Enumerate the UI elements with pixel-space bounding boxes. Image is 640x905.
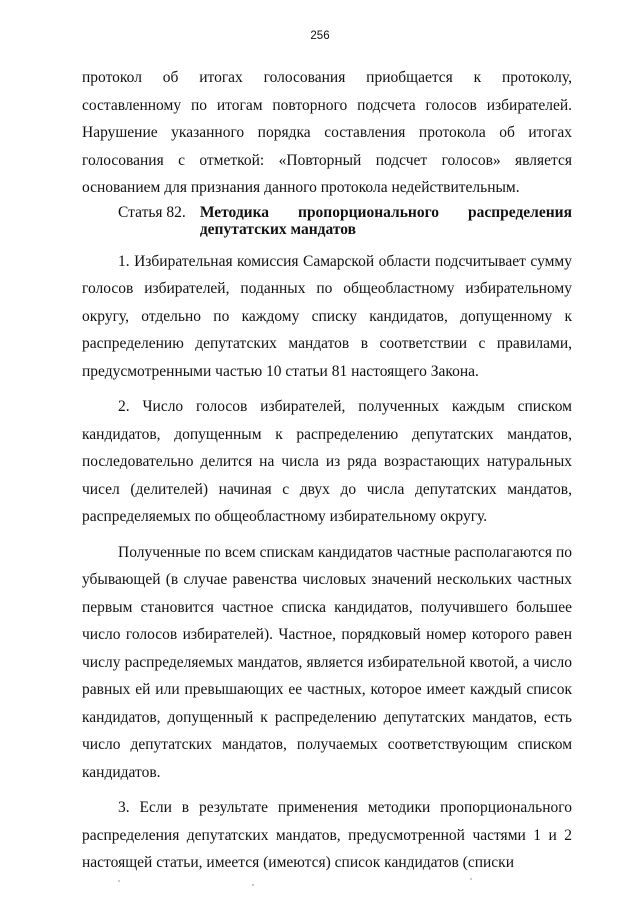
scan-speck: [118, 880, 120, 882]
article-title: Методика пропорционального распределения депутатских мандатов: [199, 203, 572, 238]
page-number: 256: [310, 30, 330, 42]
article-heading: [82, 204, 572, 238]
paragraph-part-1: 1. Избирательная комиссия Самарской области подсчитывает сумму голосов избирателей, поданных по общеобластному избирательному округу, отдельно по каждому списку кандидатов, допущенному к распределению депутатских мандатов в соответствии с правилами, предусмотренными частью 10 статьи 81 настоящего Закона.: [82, 252, 572, 380]
paragraph-continuation: протокол об итогах голосования приобщается к протоколу, составленному по итогам повторного подсчета голосов избирателей. Нарушение указанного порядка составления протокола об итогах голосования с отметкой: «Повторный подсчет голосов» является основанием для признания данного протокола недействительным.: [82, 69, 572, 196]
article-label: Статья 82.: [118, 203, 186, 221]
paragraph-part-2: 2. Число голосов избирателей, полученных каждым списком кандидатов, допущенным к распределению депутатских мандатов, последовательно делится на числа из ряда возрастающих натуральных чисел (делителей) начиная с двух до числа депутатских мандатов, распределяемых по общеобластному избирательному округу.: [82, 398, 572, 525]
paragraph-part-3: 3. Если в результате применения методики пропорционального распределения депутатских мандатов, предусмотренной частями 1 и 2 настоящей статьи, имеется (имеются) список кандидатов (списки: [82, 799, 572, 871]
scan-speck: [470, 878, 472, 880]
scan-speck: [252, 884, 254, 886]
document-body: [82, 64, 572, 877]
paragraph-quotients: Полученные по всем спискам кандидатов частные располагаются по убывающей (в случае равенства числовых значений нескольких частных первым становится частное списка кандидатов, получившего большее число голосов избирателей). Частное, порядковый номер которого равен числу распределяемых мандатов, является избирательной квотой, а число равных ей или превышающих ее частных, которое имеет каждый список кандидатов, допущенный к распределению депутатских мандатов, есть число депутатских мандатов, получаемых соответствующим списком кандидатов.: [82, 543, 572, 781]
